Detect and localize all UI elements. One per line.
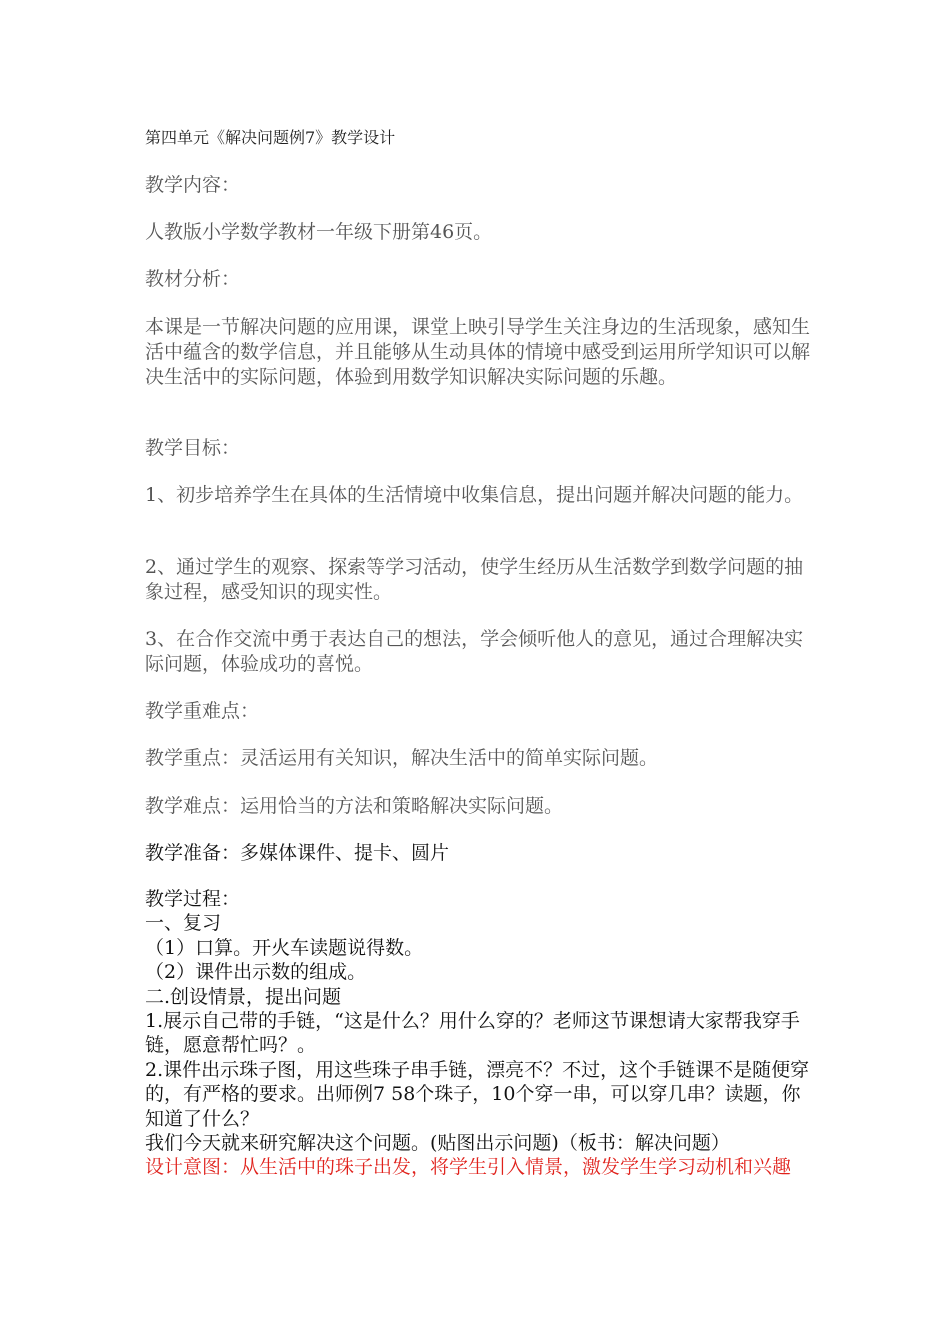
scene-item-1: 1.展示自己带的手链，“这是什么？用什么穿的？老师这节课想请大家帮我穿手链，愿意帮忙吗？。 [145,1010,800,1057]
goal-1: 1、初步培养学生在具体的生活情境中收集信息，提出问题并解决问题的能力。 [145,484,804,506]
goals-heading: 教学目标： [145,437,241,459]
content-heading: 教学内容： [145,174,241,196]
design-intent: 设计意图：从生活中的珠子出发，将学生引入情景，激发学生学习动机和兴趣 [145,1156,792,1179]
analysis-text: 本课是一节解决问题的应用课，课堂上映引导学生关注身边的生活现象，感知生活中蕴含的数学信息，并且能够从生动具体的情境中感受到运用所学知识可以解决生活中的实际问题，体验到用数学知识解决实际问题的乐趣。 [145,316,811,388]
scene-item-2: 2.课件出示珠子图，用这些珠子串手链，漂亮不？不过，这个手链课不是随便穿的，有严格的要求。出师例7 58个珠子，10个穿一串，可以穿几串？读题，你知道了什么？ [145,1058,810,1130]
process-section [145,887,815,1180]
document-title: 第四单元《解决问题例7》教学设计 [145,128,396,147]
preparation: 教学准备：多媒体课件、提卡、圆片 [145,842,450,864]
review-item-2: （2）课件出示数的组成。 [145,961,367,984]
goal-3: 3、在合作交流中勇于表达自己的想法，学会倾听他人的意见，通过合理解决实际问题，体验成功的喜悦。 [145,628,804,675]
goal-2: 2、通过学生的观察、探索等学习活动，使学生经历从生活数学到数学问题的抽象过程，感受知识的现实性。 [145,556,804,603]
analysis-heading: 教材分析： [145,268,241,290]
review-item-1: （1）口算。开火车读题说得数。 [145,936,424,959]
key-difficult-heading: 教学重难点： [145,700,260,722]
content-text: 人教版小学数学教材一年级下册第46页。 [145,221,493,243]
scene-heading: 二.创设情景，提出问题 [145,985,342,1008]
process-heading: 教学过程： [145,888,241,910]
scene-item-3: 我们今天就来研究解决这个问题。(贴图出示问题)（板书：解决问题） [145,1132,730,1155]
difficult-point: 教学难点：运用恰当的方法和策略解决实际问题。 [145,795,564,817]
key-point: 教学重点：灵活运用有关知识，解决生活中的简单实际问题。 [145,747,659,769]
review-heading: 一、复习 [145,912,222,935]
